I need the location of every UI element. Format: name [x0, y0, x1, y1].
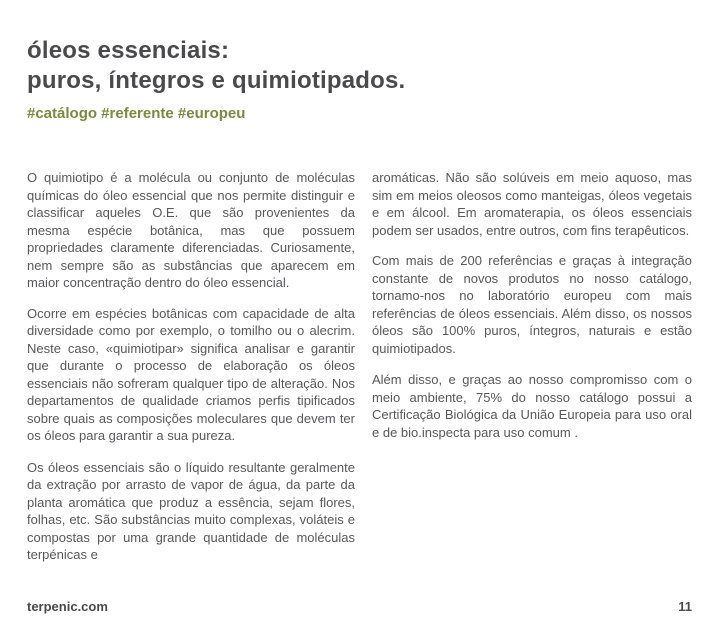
page-footer [27, 599, 692, 614]
page-title-line1: óleos essenciais: [27, 37, 230, 64]
right-column [372, 169, 692, 577]
footer-site: terpenic.com [27, 599, 108, 614]
body-columns [27, 169, 692, 577]
paragraph-oleos-liquido: Os óleos essenciais são o líquido resultante geralmente da extração por arrasto de vapor de água, da parte da planta aromática que produz a essência, sejam flores, folhas, etc. São substâncias muito complexas, voláteis e compostas por uma grande quantidade de moléculas terpénicas e [27, 459, 355, 562]
paragraph-aromaticas: aromáticas. Não são solúveis em meio aquoso, mas sim em meios oleosos como manteigas, óleos vegetais e em álcool. Em aromaterapia, os óleos essenciais podem ser usados, entre outros, com fins terapêuticos. [372, 170, 692, 238]
hashtags: #catálogo #referente #europeu [27, 105, 246, 122]
paragraph-certificacao: Além disso, e graças ao nosso compromisso com o meio ambiente, 75% do nosso catálogo possui a Certificação Biológica da União Europeia para uso oral e de bio.inspecta para uso comum . [372, 372, 692, 440]
page-header [27, 36, 405, 122]
paragraph-quimiotipo: O quimiotipo é a molécula ou conjunto de moléculas químicas do óleo essencial que nos permite distinguir e classificar aqueles O.E. que são provenientes da mesma espécie botânica, mas que possuem propriedades claramente diferenciadas. Curiosamente, nem sempre são as substâncias que aparecem em maior concentração dentro do óleo essencial. [27, 170, 355, 290]
paragraph-referencias: Com mais de 200 referências e graças à integração constante de novos produtos no nosso catálogo, tornamo-nos no laboratório europeu com mais referências de óleos essenciais. Além disso, os nossos óleos são 100% puros, íntegros, naturais e estão quimiotipados. [372, 253, 692, 356]
left-column [27, 169, 355, 577]
paragraph-especies-botanicas: Ocorre em espécies botânicas com capacidade de alta diversidade como por exemplo, o tomilho ou o alecrim. Neste caso, «quimiotipar» significa analisar e garantir que durante o processo de elaboração os óleos essenciais não sofreram qualquer tipo de alteração. Nos departamentos de qualidade criamos perfis tipificados sobre quais as composições moleculares que devem ter os óleos para garantir a sua pureza. [27, 305, 355, 443]
footer-page-number: 11 [678, 599, 692, 614]
page-title-line2: puros, íntegros e quimiotipados. [27, 67, 406, 94]
page-title [27, 36, 405, 96]
